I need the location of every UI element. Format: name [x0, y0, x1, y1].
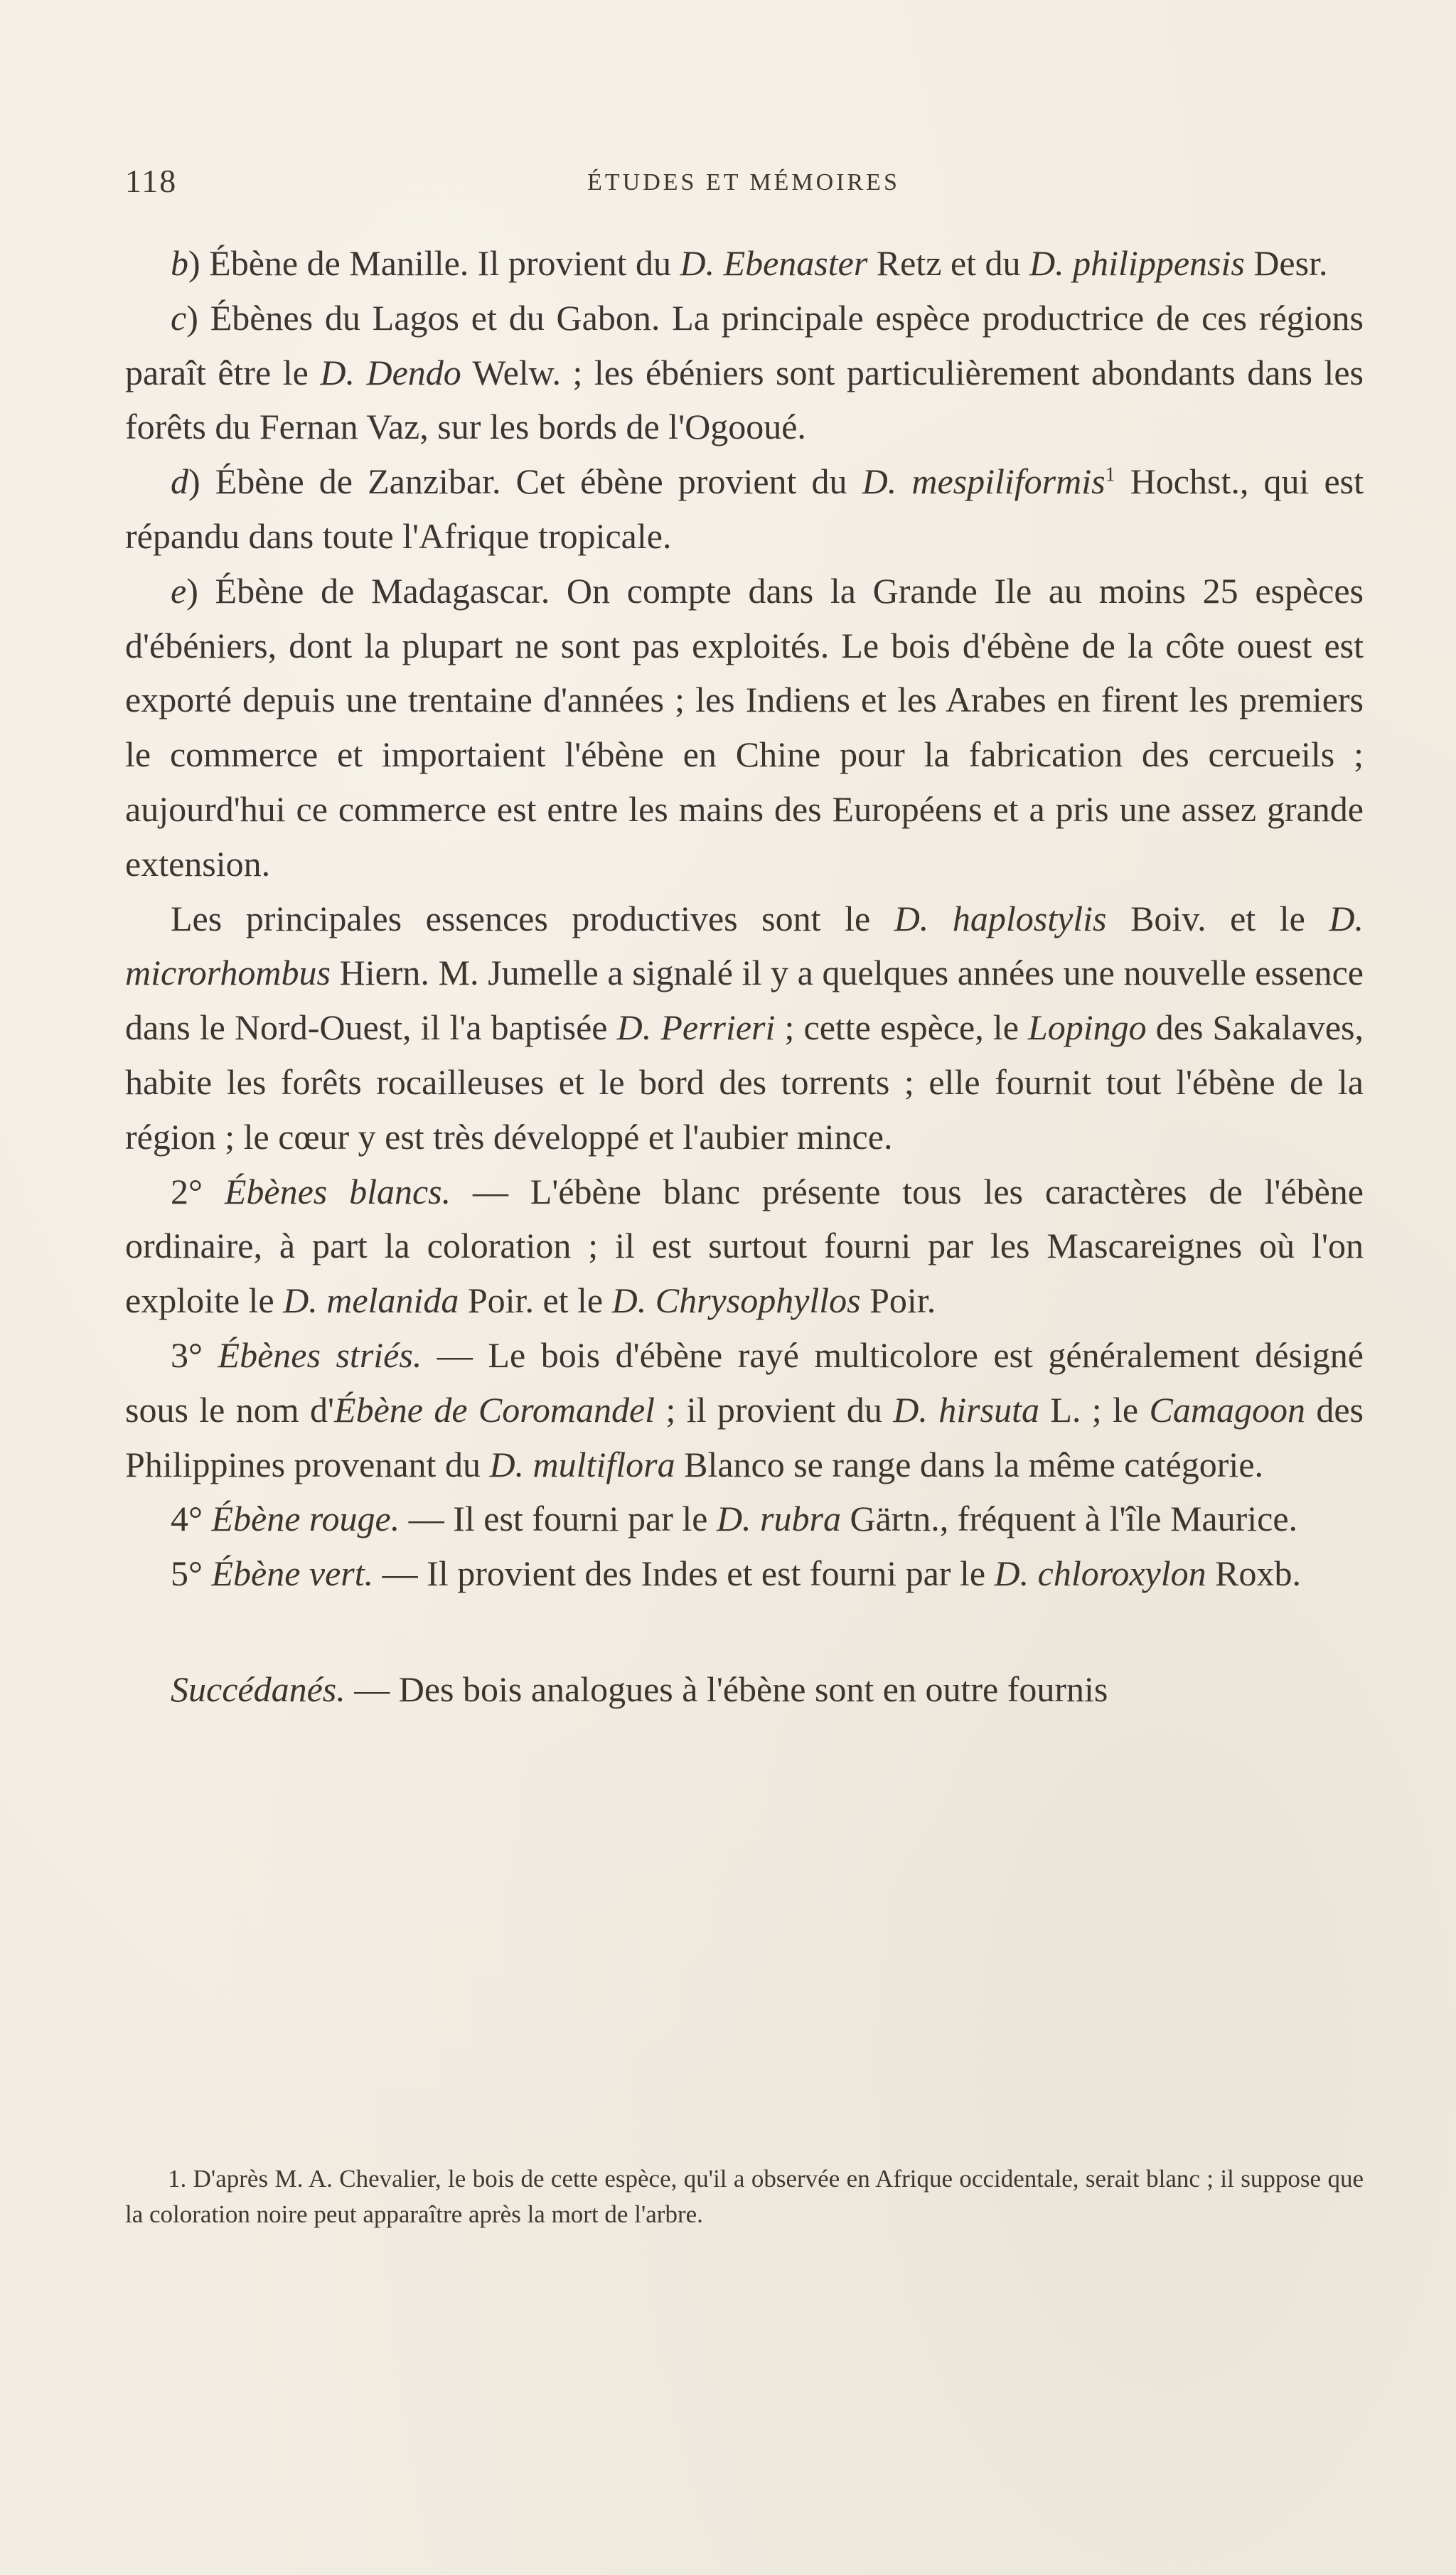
paragraph-rouge [125, 1492, 1364, 1546]
footnotes [125, 2161, 1364, 2232]
text-run: — Il provient des Indes et est fourni par le [373, 1553, 995, 1594]
italic-text: Succédanés. [171, 1669, 346, 1709]
text-run: ) Ébène de Manille. Il provient du [188, 243, 680, 283]
italic-text: b [171, 243, 188, 283]
text-run: ) Ébène de Zanzibar. Cet ébène provient du [188, 461, 862, 502]
text-run: Desr. [1244, 243, 1328, 283]
italic-text: D. Dendo [320, 352, 461, 392]
italic-text: Ébènes blancs. [224, 1171, 451, 1211]
text-run: L. ; le [1039, 1389, 1150, 1430]
text-run: ) Ébènes du Lagos et du Gabon. La principale espèce productrice de ces régions paraît être le [125, 297, 1364, 392]
footnote-marker: 1 [1105, 464, 1115, 486]
italic-text: D. chloroxylon [994, 1553, 1206, 1594]
text-run: — L'ébène blanc présente tous les caractères de l'ébène ordinaire, à part la coloration ; il est surtout fourni par les Mascareignes où l'on exploite le [125, 1171, 1364, 1321]
text-run: — Des bois analogues à l'ébène sont en outre fournis [345, 1669, 1108, 1709]
text-run: 4° [171, 1499, 212, 1539]
text-run: Retz et du [867, 243, 1030, 283]
text-run: Roxb. [1206, 1553, 1301, 1594]
text-run: ) Ébène de Madagascar. On compte dans la Grande Ile au moins 25 espèces d'ébéniers, dont la plupart ne sont pas exploités. Le bois d'ébène de la côte ouest est exporté depuis une trentaine d'années ; les Indiens et les Arabes en firent les premiers le commerce et importaient l'ébène en Chine pour la fabrication des cercueils ; aujourd'hui ce commerce est entre les mains des Européens et a pris une assez grande extension. [125, 570, 1364, 884]
italic-text: D. Chrysophyllos [611, 1280, 861, 1321]
italic-text: Camagoon [1149, 1389, 1305, 1430]
paragraph-succedanes [125, 1662, 1364, 1717]
italic-text: e [171, 570, 187, 611]
text-run: Gärtn., fréquent à l'île Maurice. [840, 1499, 1298, 1539]
italic-text: D. Ebenaster [680, 243, 868, 283]
paragraph-vert [125, 1546, 1364, 1601]
text-run: 5° [171, 1553, 212, 1594]
paragraph-c [125, 291, 1364, 454]
paragraph-blancs [125, 1165, 1364, 1328]
text-run: ; il provient du [655, 1389, 894, 1430]
italic-text: D. haplostylis [894, 898, 1107, 938]
text-run: Blanco se range dans la même catégorie. [675, 1444, 1264, 1484]
italic-text: Ébène vert. [211, 1553, 374, 1594]
italic-text: Ébène rouge. [211, 1499, 400, 1539]
text-run: Hiern. M. Jumelle a signalé il y a quelques années une nouvelle essence dans le Nord-Ouest, il l'a baptisée [125, 953, 1364, 1048]
italic-text: D. hirsuta [893, 1389, 1039, 1430]
text-run: Poir. [860, 1280, 936, 1321]
page-number: 118 [125, 163, 178, 199]
footnote-text [125, 2161, 1364, 2232]
text-run: 3° [171, 1334, 218, 1375]
italic-text: D. microrhombus [125, 898, 1364, 993]
text-run: des Philippines provenant du [125, 1389, 1364, 1484]
paragraph-b [125, 236, 1364, 291]
text-run: — Le bois d'ébène rayé multicolore est généralement désigné sous le nom d' [125, 1334, 1364, 1430]
body-text [125, 236, 1364, 1717]
text-run: Les principales essences productives sont le [171, 898, 894, 938]
italic-text: D. melanida [283, 1280, 459, 1321]
text-run: Boiv. et le [1106, 898, 1329, 938]
italic-text: Ébène de Coromandel [334, 1389, 655, 1430]
italic-text: D. multiflora [489, 1444, 675, 1484]
page-header [125, 162, 1362, 205]
italic-text: D. philippensis [1029, 243, 1245, 283]
italic-text: d [171, 461, 188, 502]
italic-text: D. mespiliformis [862, 461, 1106, 502]
italic-text: Lopingo [1027, 1007, 1147, 1048]
text-run: Poir. et le [459, 1280, 612, 1321]
italic-text: Ébènes striés. [218, 1334, 422, 1375]
running-head: ÉTUDES ET MÉMOIRES [587, 169, 900, 196]
text-run: Welw. ; les ébéniers sont particulièrement abondants dans les forêts du Fernan Vaz, sur les bords de l'Ogooué. [125, 352, 1364, 447]
paragraph-principales [125, 892, 1364, 1165]
text-run: — Il est fourni par le [400, 1499, 717, 1539]
text-run: 1. D'après M. A. Chevalier, le bois de cette espèce, qu'il a observée en Afrique occidentale, serait blanc ; il suppose que la coloration noire peut apparaître après la mort de l'arbre. [125, 2165, 1364, 2228]
text-run: ; cette espèce, le [775, 1007, 1028, 1048]
paragraph-stries [125, 1328, 1364, 1492]
italic-text: D. rubra [716, 1499, 841, 1539]
italic-text: D. Perrieri [616, 1007, 776, 1048]
text-run: 2° [171, 1171, 225, 1211]
paragraph-e [125, 564, 1364, 892]
text-run: des Sakalaves, habite les forêts rocailleuses et le bord des torrents ; elle fournit tout l'ébène de la région ; le cœur y est très développé et l'aubier mince. [125, 1007, 1364, 1157]
italic-text: c [171, 297, 187, 338]
paragraph-d [125, 454, 1364, 564]
text-run: Hochst., qui est répandu dans toute l'Afrique tropicale. [125, 461, 1364, 556]
